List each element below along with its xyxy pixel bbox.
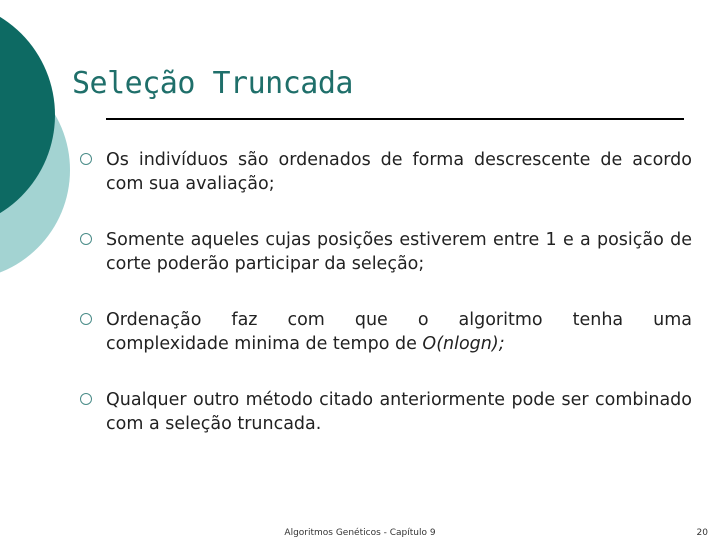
bullet-list — [80, 148, 692, 468]
bullet-item — [80, 308, 692, 356]
bullet-item — [80, 228, 692, 276]
bullet-text: Somente aqueles cujas posições estiverem entre 1 e a posição de corte poderão participar da seleção; — [106, 230, 692, 274]
bullet-text: Os indivíduos são ordenados de forma descrescente de acordo com sua avaliação; — [106, 150, 692, 194]
bullet-item — [80, 388, 692, 436]
footer-text: Algoritmos Genéticos - Capítulo 9 — [284, 528, 436, 538]
complexity-notation: O(nlogn); — [422, 334, 505, 354]
page-number: 20 — [696, 528, 708, 538]
title-underline — [106, 118, 684, 120]
bullet-text: Qualquer outro método citado anteriormente pode ser combinado com a seleção truncada. — [106, 390, 692, 434]
bullet-circle-icon — [80, 313, 92, 325]
bullet-text-line — [106, 332, 692, 356]
bullet-circle-icon — [80, 393, 92, 405]
slide-title: Seleção Truncada — [72, 66, 353, 101]
bullet-text-line: Ordenação faz com que o algoritmo tenha uma — [106, 310, 692, 330]
bullet-item — [80, 148, 692, 196]
bullet-text-plain: complexidade minima de tempo de — [106, 334, 423, 354]
bullet-circle-icon — [80, 153, 92, 165]
bullet-circle-icon — [80, 233, 92, 245]
